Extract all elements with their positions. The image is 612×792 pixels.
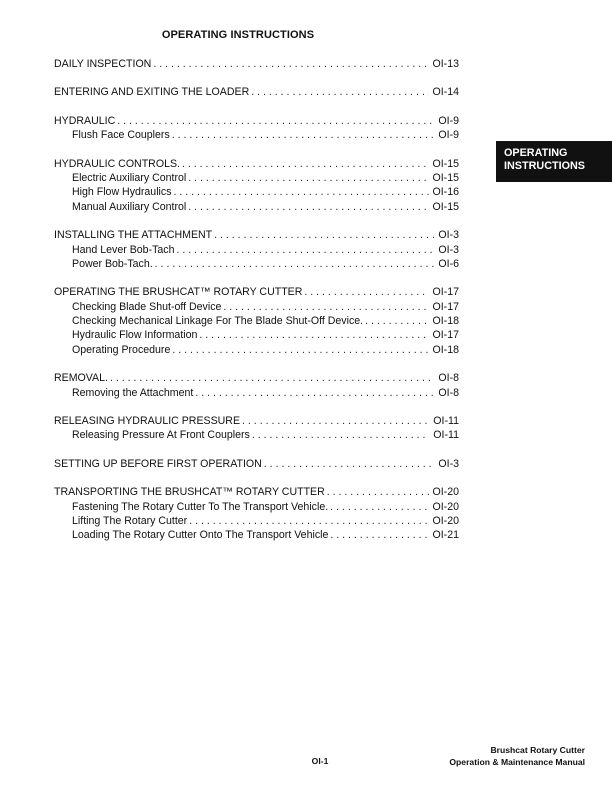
toc-entry-page: OI-3 bbox=[438, 243, 459, 256]
toc-entry-page: OI-18 bbox=[432, 315, 459, 328]
toc-entry-page: OI-13 bbox=[432, 58, 459, 70]
dot-leader bbox=[195, 386, 434, 400]
toc-entry-page: OI-18 bbox=[432, 343, 459, 356]
footer-manual-line-2: Operation & Maintenance Manual bbox=[449, 757, 585, 767]
dot-leader bbox=[189, 514, 428, 528]
toc-entry-title: Electric Auxiliary Control bbox=[72, 171, 187, 184]
toc-entry-page: OI-11 bbox=[433, 415, 459, 428]
toc-entry-page: OI-15 bbox=[432, 157, 459, 170]
dot-leader bbox=[365, 314, 428, 328]
toc-entry-page: OI-6 bbox=[438, 257, 459, 270]
toc-subentry[interactable] bbox=[54, 257, 459, 271]
toc-entry-page: OI-9 bbox=[438, 114, 459, 127]
toc-entry-page: OI-14 bbox=[432, 86, 459, 99]
toc-group bbox=[54, 228, 459, 271]
toc-entry-title: Manual Auxiliary Control bbox=[72, 200, 187, 213]
toc-entry-page: OI-20 bbox=[432, 514, 459, 527]
toc-subentry[interactable] bbox=[54, 300, 459, 314]
toc-entry-page: OI-17 bbox=[432, 329, 459, 342]
toc-subentry[interactable] bbox=[54, 185, 459, 199]
toc-group bbox=[54, 114, 459, 143]
toc-entry-title: SETTING UP BEFORE FIRST OPERATION bbox=[54, 457, 262, 470]
toc-entry-page: OI-17 bbox=[432, 286, 459, 299]
toc-entry-title: Releasing Pressure At Front Couplers bbox=[72, 429, 250, 442]
toc-entry-page: OI-15 bbox=[432, 200, 459, 213]
dot-leader bbox=[330, 500, 428, 514]
dot-leader bbox=[188, 200, 428, 214]
dot-leader bbox=[251, 85, 428, 99]
toc-group bbox=[54, 85, 459, 99]
dot-leader bbox=[264, 457, 435, 471]
toc-entry-title: TRANSPORTING THE BRUSHCAT™ ROTARY CUTTER bbox=[54, 486, 325, 499]
toc-entry-page: OI-21 bbox=[432, 529, 459, 542]
dot-leader bbox=[327, 485, 429, 499]
section-tab bbox=[496, 141, 612, 182]
toc-entry[interactable] bbox=[54, 371, 459, 385]
page-title: OPERATING INSTRUCTIONS bbox=[161, 29, 315, 41]
toc-entry[interactable] bbox=[54, 57, 459, 71]
toc-entry-title: Fastening The Rotary Cutter To The Transport Vehicle. bbox=[72, 500, 329, 513]
dot-leader bbox=[172, 343, 428, 357]
toc-subentry[interactable] bbox=[54, 514, 459, 528]
toc-entry-title: Lifting The Rotary Cutter bbox=[72, 514, 188, 527]
toc-entry-page: OI-20 bbox=[432, 500, 459, 513]
toc-entry-page: OI-15 bbox=[432, 171, 459, 184]
dot-leader bbox=[155, 257, 435, 271]
dot-leader bbox=[110, 371, 434, 385]
toc-entry-title: High Flow Hydraulics bbox=[72, 186, 172, 199]
footer-page-number: OI-1 bbox=[311, 756, 329, 766]
toc-entry-title: HYDRAULIC CONTROLS. bbox=[54, 157, 180, 170]
table-of-contents bbox=[54, 57, 459, 557]
toc-entry-title: OPERATING THE BRUSHCAT™ ROTARY CUTTER bbox=[54, 286, 303, 299]
dot-leader bbox=[252, 428, 429, 442]
toc-entry-title: RELEASING HYDRAULIC PRESSURE bbox=[54, 415, 241, 428]
toc-group bbox=[54, 485, 459, 543]
toc-group bbox=[54, 57, 459, 71]
dot-leader bbox=[174, 185, 429, 199]
toc-entry[interactable] bbox=[54, 485, 459, 499]
toc-entry-title: HYDRAULIC bbox=[54, 114, 116, 127]
toc-entry-title: DAILY INSPECTION bbox=[54, 58, 152, 70]
toc-entry[interactable] bbox=[54, 228, 459, 242]
toc-entry-page: OI-11 bbox=[433, 429, 459, 442]
dot-leader bbox=[182, 157, 429, 171]
toc-entry[interactable] bbox=[54, 414, 459, 428]
toc-subentry[interactable] bbox=[54, 386, 459, 400]
toc-entry-title: Checking Blade Shut-off Device bbox=[72, 300, 222, 313]
toc-subentry[interactable] bbox=[54, 528, 459, 542]
toc-entry-page: OI-9 bbox=[438, 129, 459, 142]
toc-entry[interactable] bbox=[54, 85, 459, 99]
toc-entry[interactable] bbox=[54, 285, 459, 299]
toc-entry[interactable] bbox=[54, 114, 459, 128]
footer-manual-title bbox=[449, 744, 585, 768]
dot-leader bbox=[117, 114, 434, 128]
toc-entry-title: Power Bob-Tach. bbox=[72, 257, 153, 270]
toc-group bbox=[54, 157, 459, 215]
dot-leader bbox=[330, 528, 428, 542]
toc-subentry[interactable] bbox=[54, 200, 459, 214]
toc-subentry[interactable] bbox=[54, 128, 459, 142]
dot-leader bbox=[199, 328, 428, 342]
toc-entry-page: OI-16 bbox=[432, 186, 459, 199]
toc-subentry[interactable] bbox=[54, 328, 459, 342]
toc-entry-page: OI-17 bbox=[432, 300, 459, 313]
toc-entry[interactable] bbox=[54, 157, 459, 171]
toc-entry-title: Checking Mechanical Linkage For The Blade Shut-Off Device. bbox=[72, 315, 364, 328]
toc-entry-title: Removing the Attachment bbox=[72, 386, 194, 399]
dot-leader bbox=[214, 228, 434, 242]
toc-entry-page: OI-20 bbox=[432, 486, 459, 499]
section-tab-line-2: INSTRUCTIONS bbox=[504, 160, 585, 172]
dot-leader bbox=[176, 243, 434, 257]
dot-leader bbox=[304, 285, 428, 299]
toc-group bbox=[54, 414, 459, 443]
toc-entry[interactable] bbox=[54, 457, 459, 471]
toc-entry-title: REMOVAL. bbox=[54, 372, 108, 385]
toc-entry-page: OI-3 bbox=[438, 229, 459, 242]
section-tab-line-1: OPERATING bbox=[504, 147, 568, 159]
dot-leader bbox=[188, 171, 428, 185]
toc-entry-title: Flush Face Couplers bbox=[72, 129, 170, 142]
dot-leader bbox=[172, 128, 435, 142]
toc-entry-page: OI-8 bbox=[438, 386, 459, 399]
toc-subentry[interactable] bbox=[54, 314, 459, 328]
toc-subentry[interactable] bbox=[54, 428, 459, 442]
footer-manual-line-1: Brushcat Rotary Cutter bbox=[490, 745, 585, 755]
toc-subentry[interactable] bbox=[54, 500, 459, 514]
toc-entry-title: Hydraulic Flow Information bbox=[72, 329, 198, 342]
toc-subentry[interactable] bbox=[54, 343, 459, 357]
dot-leader bbox=[242, 414, 429, 428]
toc-group bbox=[54, 457, 459, 471]
toc-entry-title: Operating Procedure bbox=[72, 343, 171, 356]
toc-group bbox=[54, 371, 459, 400]
toc-subentry[interactable] bbox=[54, 171, 459, 185]
toc-group bbox=[54, 285, 459, 357]
toc-entry-page: OI-3 bbox=[438, 457, 459, 470]
dot-leader bbox=[153, 57, 428, 71]
toc-subentry[interactable] bbox=[54, 243, 459, 257]
toc-entry-title: INSTALLING THE ATTACHMENT bbox=[54, 229, 213, 242]
toc-entry-title: Hand Lever Bob-Tach bbox=[72, 243, 175, 256]
toc-entry-title: Loading The Rotary Cutter Onto The Transport Vehicle bbox=[72, 529, 329, 542]
toc-entry-title: ENTERING AND EXITING THE LOADER bbox=[54, 86, 250, 99]
toc-entry-page: OI-8 bbox=[438, 372, 459, 385]
dot-leader bbox=[223, 300, 428, 314]
